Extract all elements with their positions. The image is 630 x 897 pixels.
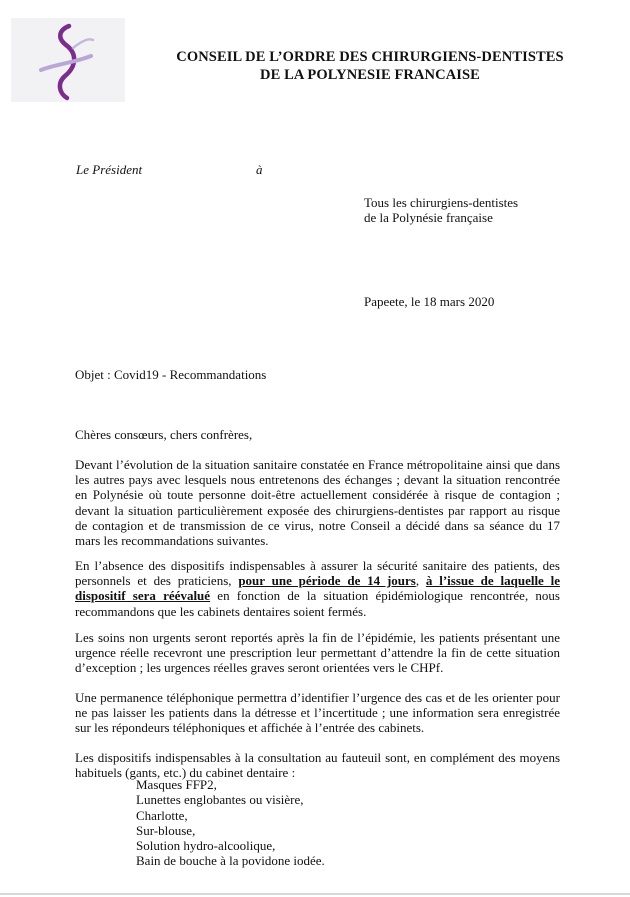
paragraph-3: Les soins non urgents seront reportés après la fin de l’épidémie, les patients présentant une urgence réelle recevront une prescription leur permettant d’attendre la fin de cette situation d’exception ; les urgences réelles graves seront orientées vers le CHPf. xyxy=(75,630,560,676)
list-item: Lunettes englobantes ou visière, xyxy=(136,792,304,808)
list-item: Sur-blouse, xyxy=(136,822,196,838)
equipment-list xyxy=(136,777,325,869)
caduceus-logo-icon xyxy=(11,18,125,102)
organization-header xyxy=(150,48,590,84)
place-date: Papeete, le 18 mars 2020 xyxy=(364,294,495,309)
paragraph-4: Une permanence téléphonique permettra d’identifier l’urgence des cas et de les orienter pour ne pas laisser les patients dans la détresse et l’incertitude ; une information sera enregistrée sur les répondeurs téléphoniques et affichée à l’entrée des cabinets. xyxy=(75,690,560,736)
paragraph-2-text-e: en fonction de la situation épidémiologique rencontrée, nous recommandons que les cabinets dentaires soient fermés. xyxy=(75,588,560,619)
list-item: Charlotte, xyxy=(136,807,188,823)
list-item: Bain de bouche à la povidone iodée. xyxy=(136,853,325,869)
logo xyxy=(11,18,125,102)
paragraph-1: Devant l’évolution de la situation sanitaire constatée en France métropolitaine ainsi que dans les autres pays avec lesquels nous entretenons des échanges ; devant la situation rencontrée en Polynésie où toute personne doit-être actuellement considérée à risque de contagion ; devant la situation particulièrement exposée des chirurgiens-dentistes par rapport au risque de contagion et de transmission de ce virus, notre Conseil a décidé dans sa séance du 17 mars les recommandations suivantes. xyxy=(75,457,560,549)
paragraph-2-text-a: En l’absence des dispositifs indispensables à assurer la sécurité sanitaire des patients, des personnels et des praticiens, xyxy=(75,558,560,589)
paragraph-2 xyxy=(75,558,560,619)
emphasis-reevaluation: à l’issue de laquelle le dispositif sera réévalué xyxy=(75,573,561,604)
salutation: Chères consœurs, chers confrères, xyxy=(75,427,253,442)
org-title-line2: DE LA POLYNESIE FRANCAISE xyxy=(260,67,480,83)
list-item: Solution hydro-alcoolique, xyxy=(136,838,276,854)
recipient-line2: de la Polynésie française xyxy=(364,210,493,225)
sender: Le Président xyxy=(76,162,143,177)
org-title-line1: CONSEIL DE L’ORDRE DES CHIRURGIENS-DENTISTES xyxy=(176,49,564,65)
to-word: à xyxy=(256,162,263,177)
paragraph-5: Les dispositifs indispensables à la consultation au fauteuil sont, en complément des moyens habituels (gants, etc.) du cabinet dentaire : xyxy=(75,750,560,781)
page-bottom-divider xyxy=(0,893,630,895)
paragraph-2-text-c: , xyxy=(415,573,426,589)
emphasis-period: pour une période de 14 jours xyxy=(238,573,416,589)
recipient-line1: Tous les chirurgiens-dentistes xyxy=(364,195,519,210)
list-item: Masques FFP2, xyxy=(136,777,217,792)
subject-line: Objet : Covid19 - Recommandations xyxy=(75,367,267,382)
recipient-block xyxy=(364,195,518,225)
